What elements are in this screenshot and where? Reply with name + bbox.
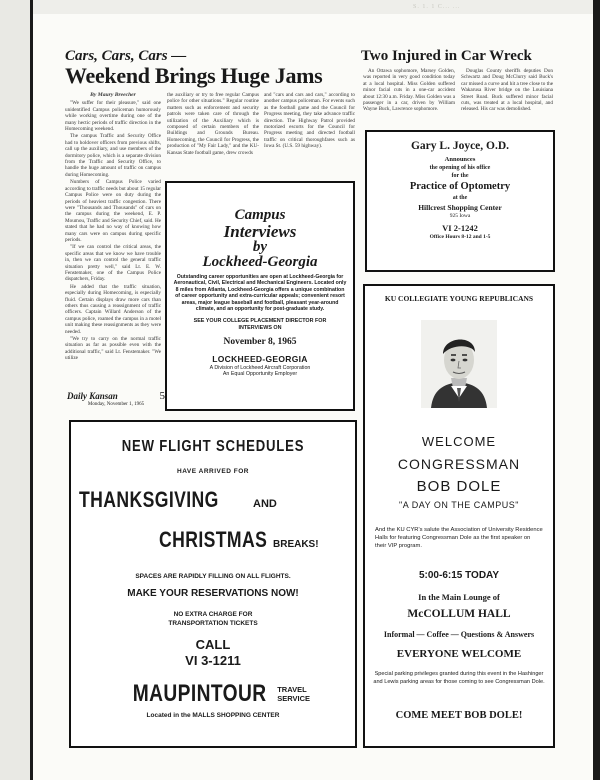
no-extra-charge: NO EXTRA CHARGE FOR — [173, 611, 253, 618]
hall-name: McCOLLUM HALL — [407, 608, 511, 620]
christmas-line — [79, 527, 347, 553]
page-number: 5 — [159, 390, 165, 402]
call-number: VI 3-1211 — [185, 653, 241, 668]
center-name: Hillcrest Shopping Center — [418, 203, 502, 212]
thanksgiving-text: THANKSGIVING — [79, 487, 219, 512]
ad-see-director: SEE YOUR COLLEGE PLACEMENT DIRECTOR FOR INTERVIEWS ON — [193, 318, 327, 332]
parking-text: Special parking privileges granted during this event in the Hashinger and Lewis parking areas for those coming to see Congressman Dole. — [373, 671, 545, 685]
wreck-headline: Two Injured in Car Wreck — [361, 48, 532, 64]
for-text: for the — [451, 173, 469, 179]
dole-ad — [363, 284, 555, 748]
byline: By Maury Breecher — [90, 92, 136, 98]
story-paragraph: "If we can control the critical areas, the specific areas that we know we have trouble in, then we can control the general traffic situation pretty well," said Lt. E. W. Fenstemaker, one of the Campus Police dispatchers, Friday. — [65, 244, 161, 283]
story-column-1 — [65, 92, 161, 384]
office-hours: Office Hours 8-12 and 1-5 — [429, 234, 491, 240]
wreck-column-2 — [461, 68, 553, 128]
story-paragraph: the auxiliary or try to free regular Campus police for other situations." Regular routine matters such as enforcement and security patrols were taken care of through the utilization of the Auxiliary which is composed of certain members of the Buildings and Grounds Bureau. Homecoming, the Council for Progress, the production of "My Fair Lady," and the KU-Kansas State football game, drew crowds — [167, 92, 259, 156]
flight-ad — [69, 420, 357, 748]
opening-text: the opening of his office — [429, 165, 491, 171]
story-paragraph: and "cars and cars and cars," according to another campus policeman. For events such as the football game and the Council for Progress meeting, they take advance traffic direction. The Highway Patrol provided motorized escorts for the Council for Progress meeting and directed football traffic on critical thoroughfares such as Iowa St. (U.S. 59 highway). — [264, 92, 355, 150]
ad-heading-interviews: Interviews — [223, 222, 297, 241]
story-paragraph: The campus Traffic and Security Office had to holdover officers from previous shifts, call up the auxiliary, and use members of the dormitory police, which is a separate division from the Traffic and Security Office, to handle the huge amount of traffic on campus during Homecoming. — [65, 133, 161, 178]
maupintour-logo: MAUPINTOUR — [132, 680, 267, 707]
dole-portrait-image — [421, 320, 497, 408]
salute-text: And the KU CYR's salute the Association of University Residence Halls for featuring Congressman Dole as the first speaker on their VIP program. — [375, 527, 543, 549]
phone: VI 2-1242 — [442, 223, 478, 233]
everyone-welcome: EVERYONE WELCOME — [396, 648, 522, 660]
issue-date: Monday, November 1, 1965 — [87, 402, 145, 407]
story-paragraph: Douglas County sheriffs deputies Don Schwartz and Doug McClurry said Buck's car missed a curve and hit a tree close to the Wakarusa River bridge on the Louisiana Street Road. Buck suffered minor facial cuts, was treated at a local hospital, and released. His car was demolished. — [461, 68, 553, 113]
story-paragraph: An Ottawa sophomore, Marsey Golden, was reported in very good condition today at a local hospital. Miss Golden suffered minor facial cuts in a one-car accident about 12:30 a.m. Friday. Miss Golden was a passenger in a car, driven by William Wayne Buck, Lawrence sophomore. — [363, 68, 455, 113]
cyr-title: KU COLLEGIATE YOUNG REPUBLICANS — [384, 294, 534, 303]
ad-company: LOCKHEED-GEORGIA — [212, 354, 308, 365]
story-column-3 — [264, 92, 355, 178]
wreck-column-1 — [363, 68, 455, 128]
ad-body: Outstanding career opportunities are open at Lockheed-Georgia for Aeronautical, Civil, Electrical and Mechanical Engineers. Located only 8 miles from Atlanta, Lockheed-Georgia offers a unique combination of career opportunity and extra-curricular appeals; convenient resort areas, major league baseball and football, pleasant year-around climate, and an opportunity for post-graduate study. — [173, 274, 347, 313]
interview-date: November 8, 1965 — [223, 337, 297, 348]
paper-name: Daily Kansan — [67, 391, 118, 401]
congressman-text: CONGRESSMAN — [397, 456, 521, 472]
headline: Weekend Brings Huge Jams — [65, 63, 323, 88]
practice-name: Practice of Optometry — [409, 181, 511, 192]
ad-division: A Division of Lockheed Aircraft Corporation — [209, 365, 311, 372]
story-column-2 — [167, 92, 259, 178]
dole-name: BOB DOLE — [416, 478, 502, 495]
at-text: at the — [452, 195, 468, 201]
ad-eeo: An Equal Opportunity Employer — [222, 371, 298, 378]
flight-arrived: HAVE ARRIVED FOR — [177, 468, 249, 475]
event-time: 5:00-6:15 TODAY — [418, 570, 500, 581]
day-on-campus: "A DAY ON THE CAMPUS" — [399, 500, 519, 510]
ad-heading-by: by — [252, 239, 268, 255]
come-meet: COME MEET BOB DOLE! — [395, 710, 523, 721]
portrait-frame — [421, 320, 497, 408]
doctor-name: Gary L. Joyce, O.D. — [410, 140, 510, 152]
travel-text: TRAVEL — [277, 685, 307, 694]
informal-text: Informal — Coffee — Questions & Answers — [383, 630, 535, 639]
story-paragraph: He added that the traffic situation, especially during Homecoming, is especially fluid. Certain displays draw more cars than others thus causing a reassignment of traffic officers. Captain Willard Anderson of the campus police, roamed the campus in a motel unit making these reassignments as they were needed. — [65, 283, 161, 335]
previous-page-edge — [0, 0, 30, 780]
service-text: SERVICE — [277, 694, 311, 703]
flight-headline: NEW FLIGHT SCHEDULES — [121, 438, 305, 455]
christmas-text: CHRISTMAS — [159, 527, 268, 552]
kicker: Cars, Cars, Cars — — [65, 48, 187, 64]
masthead — [67, 390, 165, 407]
bleed-through-text: S. 1. 1 C... ... — [413, 4, 461, 10]
story-paragraph: "We try to carry on the normal traffic situation as far as possible even with the additional traffic," said Lt. Fenstemaker. "We utilize — [65, 336, 161, 362]
lounge-text: In the Main Lounge of — [418, 592, 500, 602]
newspaper-page — [33, 0, 593, 780]
address: 925 Iowa — [449, 213, 471, 219]
welcome-text: WELCOME — [421, 434, 497, 449]
story-paragraph: Numbers of Campus Police varied according to traffic needs but about 15 regular Campus Police were on duty during the periods of heaviest traffic congestion. There were "Thousands and Thousands" of cars on the campus during the weekend, E. P. Moumou, Traffic and Security Chief, said. He stated that he had no way of knowing how many cars were on campus during specific periods. — [65, 179, 161, 243]
breaks-text: BREAKS! — [273, 539, 319, 550]
make-reservations: MAKE YOUR RESERVATIONS NOW! — [127, 588, 299, 599]
lockheed-ad — [165, 181, 355, 411]
brand-line — [79, 680, 347, 708]
ad-heading-campus: Campus — [234, 207, 286, 223]
ad-heading-company: Lockheed-Georgia — [202, 254, 318, 270]
thanksgiving-line — [79, 487, 347, 513]
story-paragraph: "We suffer for their pleasure," said one unidentified Campus policeman humorously while working overtime during one of the many hectic periods of traffic direction in the Homecoming weekend. — [65, 100, 161, 133]
location-text: Located in the MALLS SHOPPING CENTER — [146, 712, 280, 719]
travel-service — [277, 685, 310, 703]
and-text: AND — [253, 498, 277, 510]
announces: Announces — [444, 156, 476, 163]
call-label: CALL — [195, 637, 231, 652]
optometry-ad — [365, 130, 555, 272]
spaces-filling: SPACES ARE RAPIDLY FILLING ON ALL FLIGHTS. — [135, 573, 291, 580]
transport-tickets: TRANSPORTATION TICKETS — [168, 620, 258, 627]
